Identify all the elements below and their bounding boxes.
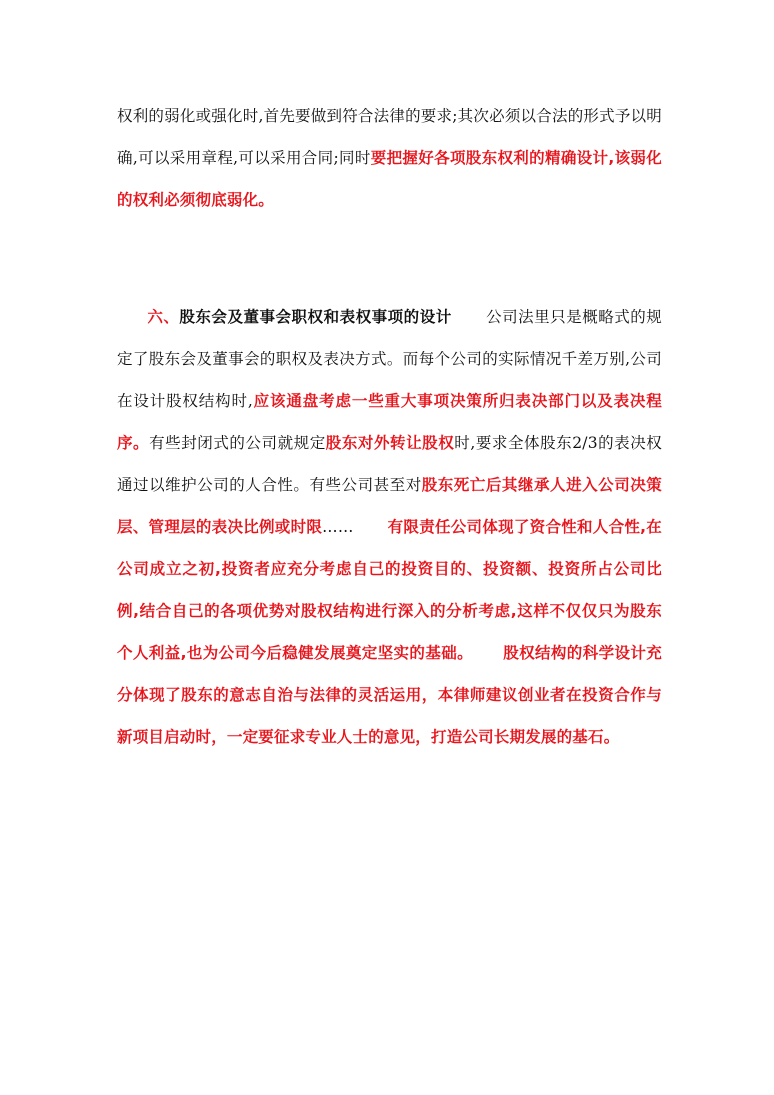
section-number: 六、 [147,308,180,326]
section-text-4: …… [322,518,354,536]
section-text-1: 公司法里只是概略式的规定了股东会及董事会的职权及表决方式。而每个公司的实际情况千差万别,公司在设计股权结构时, [117,308,663,410]
section-text-2: 有些封闭式的公司就规定 [149,434,326,452]
section-heading: 股东会及董事会职权和表权事项的设计 [179,308,452,326]
section-emphasis-5: 股权结构的科学设计充分体现了股东的意志自治与法律的灵活运用，本律师建议创业者在投资合作与新项目启动时，一定要征求专业人士的意见，打造公司长期发展的基石。 [117,644,662,746]
section-emphasis-4: 有限责任公司体现了资合性和人合性,在公司成立之初,投资者应充分考虑自己的投资目的、投资额、投资所占公司比例,结合自己的各项优势对股权结构进行深入的分析考虑,这样不仅仅只为股东个人利益,也为公司今后稳健发展奠定坚实的基础。 [117,518,662,662]
paragraph-1-text: 权利的弱化或强化时,首先要做到符合法律的要求;其次必须以合法的形式予以明确,可以采用章程,可以采用合同;同时 [117,107,662,167]
paragraph-shareholder-rights [117,95,662,221]
section-emphasis-2: 股东对外转让股权 [325,434,455,452]
section-emphasis-3: 股东死亡后其继承人进入公司决策层、管理层的表决比例或时限 [117,476,662,536]
paragraph-section-six [117,296,662,758]
section-text-3: 时,要求全体股东2/3的表决权通过以维护公司的人合性。有些公司甚至对 [117,434,662,494]
section-emphasis-1: 应该通盘考虑一些重大事项决策所归表决部门以及表决程序。 [117,392,662,452]
paragraph-1-emphasis: 要把握好各项股东权利的精确设计,该弱化的权利必须彻底弱化。 [117,149,662,209]
